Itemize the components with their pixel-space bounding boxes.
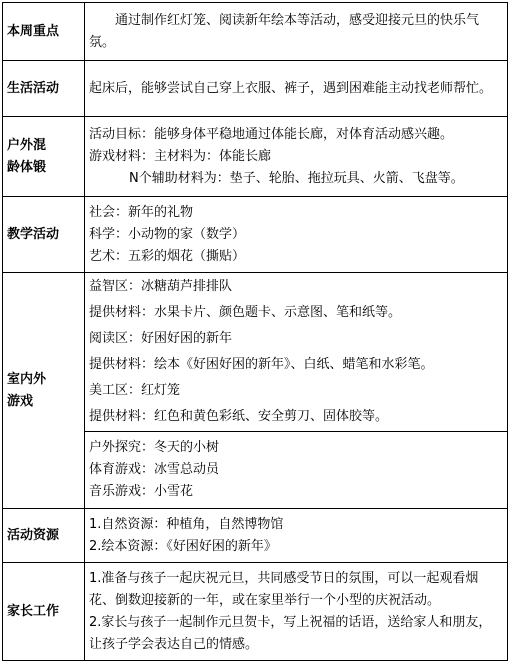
teaching-item: 社会：新年的礼物 [89, 204, 194, 220]
cell-teaching [85, 197, 508, 273]
indoor-area: 美工区：红灯笼 [89, 383, 181, 398]
indoor-material: 提供材料：绘本《好困好困的新年》、白纸、蜡笔和水彩笔。 [89, 357, 434, 372]
cell-resources [85, 509, 508, 563]
indoor-title-line2: 游戏 [7, 393, 34, 409]
outdoor-title-line1: 户外混 [7, 137, 47, 153]
game-item: 体育游戏：冰雪总动员 [89, 462, 220, 477]
row-focus [3, 3, 508, 61]
game-item: 音乐游戏：小雪花 [89, 484, 194, 499]
weekly-plan-table [2, 2, 508, 661]
row-parents [3, 563, 508, 661]
indoor-material: 提供材料：红色和黄色彩纸、安全剪刀、固体胶等。 [89, 409, 389, 424]
cell-parents [85, 563, 508, 661]
cell-outdoor [85, 117, 508, 197]
row-header-life: 生活活动 [3, 61, 85, 117]
resource-item: 1.自然资源：种植角，自然博物馆 [89, 516, 284, 532]
focus-text: 通过制作红灯笼、阅读新年绘本等活动，感受迎接元旦的快乐气氛。 [89, 12, 480, 50]
indoor-material: 提供材料：水果卡片、颜色题卡、示意图、笔和纸等。 [89, 305, 402, 320]
outdoor-main-material: 游戏材料：主材料为：体能长廊 [89, 148, 272, 164]
parent-item: 1.准备与孩子一起庆祝元旦，共同感受节日的氛围，可以一起观看烟花、倒数迎接新的一年，或在家里举行一个小型的庆祝活动。 [89, 570, 479, 608]
row-header-teaching: 教学活动 [3, 197, 85, 273]
indoor-area: 益智区：冰糖葫芦排排队 [89, 279, 233, 294]
cell-indoor-games [85, 432, 508, 509]
teaching-item: 科学：小动物的家（数学） [89, 226, 246, 242]
cell-life [85, 61, 508, 117]
indoor-title-line1: 室内外 [7, 371, 47, 387]
row-teaching [3, 197, 508, 273]
row-header-outdoor [3, 117, 85, 197]
cell-indoor-areas [85, 273, 508, 432]
row-header-focus: 本周重点 [3, 3, 85, 61]
game-item: 户外探究：冬天的小树 [89, 440, 220, 455]
row-indoor [3, 273, 508, 432]
row-resources [3, 509, 508, 563]
row-life [3, 61, 508, 117]
life-text: 起床后，能够尝试自己穿上衣服、裤子，遇到困难能主动找老师帮忙。 [89, 80, 493, 96]
resource-item: 2.绘本资源：《好困好困的新年》 [89, 538, 277, 554]
row-header-indoor [3, 273, 85, 509]
outdoor-goal: 活动目标：能够身体平稳地通过体能长廊，对体育活动感兴趣。 [89, 126, 454, 142]
outdoor-title-line2: 龄体锻 [7, 159, 47, 175]
indoor-area: 阅读区：好困好困的新年 [89, 331, 233, 346]
cell-focus [85, 3, 508, 61]
teaching-item: 艺术：五彩的烟花（撕贴） [89, 248, 246, 264]
outdoor-aux-material: N个辅助材料为：垫子、轮胎、拖拉玩具、火箭、飞盘等。 [129, 170, 464, 186]
parent-item: 2.家长与孩子一起制作元旦贺卡，写上祝福的话语，送给家人和朋友，让孩子学会表达自己的情感。 [89, 614, 492, 652]
row-outdoor [3, 117, 508, 197]
row-header-resources: 活动资源 [3, 509, 85, 563]
row-header-parents: 家长工作 [3, 563, 85, 661]
